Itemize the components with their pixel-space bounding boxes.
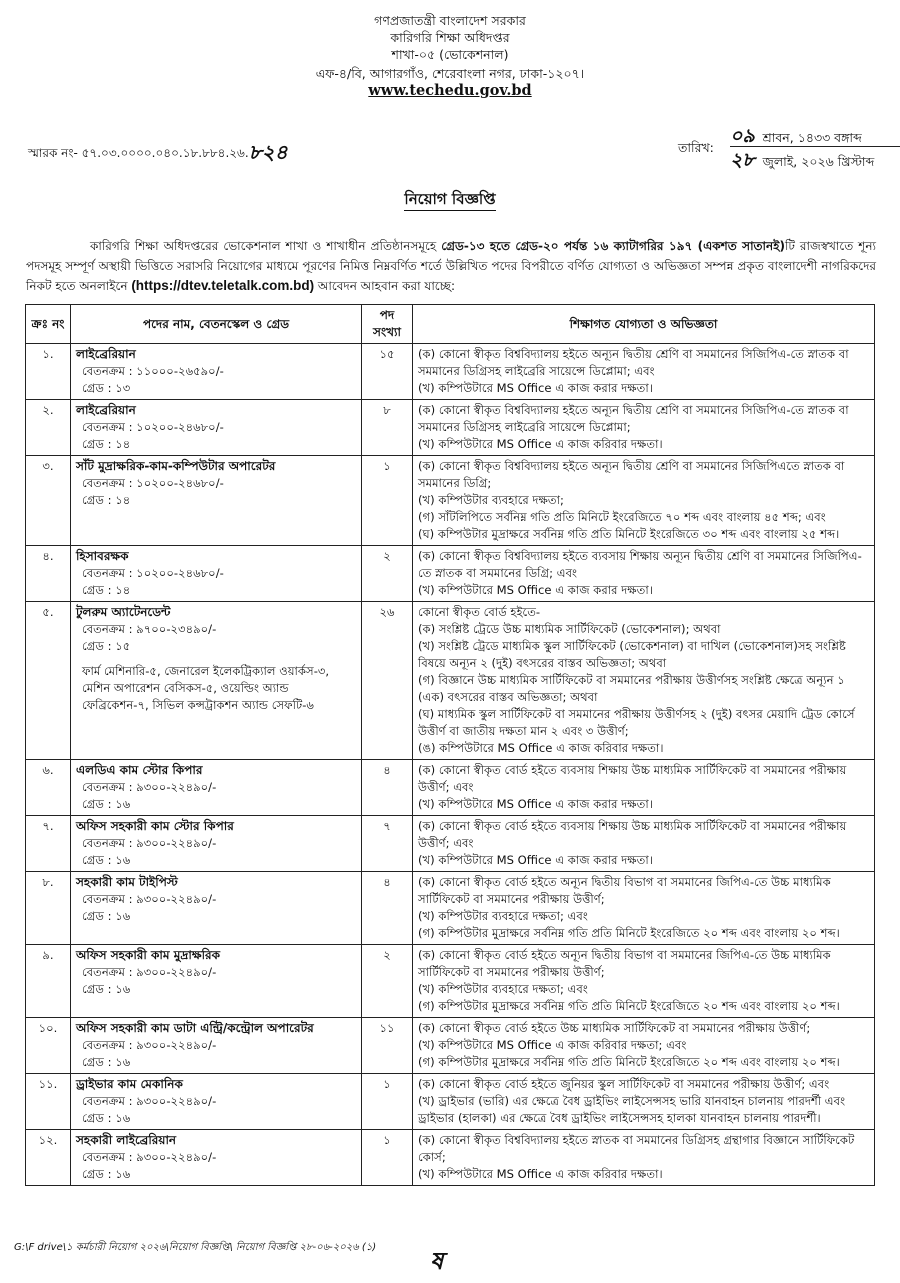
- date-label: তারিখ:: [678, 140, 714, 155]
- post-count: ১১: [362, 1018, 413, 1074]
- grade: গ্রেড : ১৬: [82, 1167, 131, 1181]
- table-row: [26, 872, 875, 945]
- post-name: অফিস সহকারী কাম ডাটা এন্ট্রি/কন্ট্রোল অপারেটর: [76, 1021, 314, 1035]
- post-name: অফিস সহকারী কাম স্টোর কিপার: [76, 819, 234, 833]
- grade: গ্রেড : ১৬: [82, 1111, 131, 1125]
- row-post-info: [71, 602, 362, 760]
- pay-scale: বেতনক্রম : ১০২০০-২৪৬৮০/-: [82, 420, 224, 434]
- qualifications: [413, 945, 875, 1018]
- row-serial: ৩.: [26, 456, 71, 546]
- grade: গ্রেড : ১৪: [82, 583, 131, 597]
- post-count: ২: [362, 546, 413, 602]
- row-serial: ৬.: [26, 760, 71, 816]
- grade: গ্রেড : ১৬: [82, 909, 131, 923]
- grade: গ্রেড : ১৫: [82, 639, 131, 653]
- row-post-info: [71, 400, 362, 456]
- qualification-item: (গ) কম্পিউটার মুদ্রাক্ষরে সর্বনিম্ন গতি প্রতি মিনিটে ইংরেজিতে ২০ শব্দ এবং বাংলায় ২০ শব্দ।: [418, 926, 840, 940]
- post-name: হিসাবরক্ষক: [76, 549, 129, 563]
- table-row: [26, 1130, 875, 1186]
- website-link[interactable]: www.techedu.gov.bd: [368, 82, 532, 99]
- qualification-item: (ক) সংশ্লিষ্ট ট্রেডে উচ্চ মাধ্যমিক সার্টিফিকেট (ভোকেশনাল); অথবা: [418, 622, 721, 636]
- qualification-item: (খ) কম্পিউটারে MS Office এ কাজ করিবার দক্ষতা।: [418, 437, 663, 451]
- header-qualification: শিক্ষাগত যোগ্যতা ও অভিজ্ঞতা: [413, 305, 875, 344]
- post-count: ১: [362, 456, 413, 546]
- qualification-item: (খ) কম্পিউটারে MS Office এ কাজ করার দক্ষতা।: [418, 381, 653, 395]
- pay-scale: বেতনক্রম : ৯৩০০-২২৪৯০/-: [82, 1094, 217, 1108]
- table-row: [26, 1018, 875, 1074]
- row-serial: ৮.: [26, 872, 71, 945]
- row-post-info: [71, 344, 362, 400]
- pay-scale: বেতনক্রম : ১১০০০-২৬৫৯০/-: [82, 364, 224, 378]
- post-count: ১: [362, 1130, 413, 1186]
- grade: গ্রেড : ১৪: [82, 493, 131, 507]
- qualification-item: (খ) সংশ্লিষ্ট ট্রেডে মাধ্যমিক স্কুল সার্টিফিকেট (ভোকেশনাল) বা দাখিল (ভোকেশনাল)সহ সংশ্লিষ্ট বিষয়ে অন্যূন ২ (দুই) বৎসরের বাস্তব অভিজ্ঞতা; অথবা: [418, 639, 846, 670]
- row-serial: ১১.: [26, 1074, 71, 1130]
- grade: গ্রেড : ১৬: [82, 853, 131, 867]
- table-body: [26, 344, 875, 1186]
- grade: গ্রেড : ১৬: [82, 982, 131, 996]
- pay-scale: বেতনক্রম : ৯৭০০-২৩৪৯০/-: [82, 622, 217, 636]
- row-serial: ১২.: [26, 1130, 71, 1186]
- header-serial: ক্রঃ নং: [26, 305, 71, 344]
- pay-scale: বেতনক্রম : ৯৩০০-২২৪৯০/-: [82, 1150, 217, 1164]
- qualification-item: (ক) কোনো স্বীকৃত বিশ্ববিদ্যালয় হইতে অন্যূন দ্বিতীয় শ্রেণি বা সমমানের সিজিপিএতে স্নাতক বা সমমানের ডিগ্রি;: [418, 459, 845, 490]
- table-row: [26, 602, 875, 760]
- gregorian-day-handwritten: ২৮: [730, 149, 755, 171]
- qualifications: [413, 1018, 875, 1074]
- row-serial: ৪.: [26, 546, 71, 602]
- qualification-item: (গ) বিজ্ঞানে উচ্চ মাধ্যমিক সার্টিফিকেট বা সমমানের পরীক্ষায় উত্তীর্ণসহ সংশ্লিষ্ট ক্ষেত্রে অন্যূন ১ (এক) বৎসরের বাস্তব অভিজ্ঞতা; অথবা: [418, 673, 845, 704]
- qualification-item: (খ) ড্রাইভার (ভারি) এর ক্ষেত্রে বৈধ ড্রাইভিং লাইসেন্সসহ ভারি যানবাহন চালনায় পারদর্শী এবং ড্রাইভার (হালকা) এর ক্ষেত্রে বৈধ ড্রাইভিং লাইসেন্সসহ হালকা যানবাহন চালনায় পারদর্শী।: [418, 1094, 846, 1125]
- post-name: অফিস সহকারী কাম মুদ্রাক্ষরিক: [76, 948, 221, 962]
- row-serial: ১০.: [26, 1018, 71, 1074]
- memo-handwritten-number: ৮২৪: [248, 140, 288, 164]
- date-divider: [730, 146, 900, 147]
- file-path-footer: G:\F drive\১ কর্মচারী নিয়োগ ২০২৬\নিয়োগ বিজ্ঞপ্তি\ নিয়োগ বিজ্ঞপ্তি ২৮-০৬-২০২৬ (১): [14, 1242, 377, 1253]
- qualification-item: (খ) কম্পিউটার ব্যবহারে দক্ষতা; এবং: [418, 909, 588, 923]
- row-serial: ২.: [26, 400, 71, 456]
- qualifications: [413, 872, 875, 945]
- row-post-info: [71, 872, 362, 945]
- row-post-info: [71, 760, 362, 816]
- post-name: এলডিএ কাম স্টোর কিপার: [76, 763, 203, 777]
- intro-paragraph: কারিগরি শিক্ষা অধিদপ্তরের ভোকেশনাল শাখা ও শাখাধীন প্রতিষ্ঠানসমূহে গ্রেড-১৩ হতে গ্রেড-২০ পর্যন্ত ১৬ ক্যাটাগরির ১৯৭ (একশত সাতানই)টি রাজস্বখাতে শূন্য পদসমূহ সম্পূর্ণ অস্থায়ী ভিত্তিতে সরাসরি নিয়োগের মাধ্যমে পূরণের নিমিত্ত নিম্নবর্ণিত শর্তে উল্লিখিত পদের বিপরীতে বর্ণিত যোগ্যতা ও অভিজ্ঞতা সম্পন্ন প্রকৃত বাংলাদেশী নাগরিকদের নিকট হতে অনলাইনে (https://dtev.teletalk.com.bd) আবেদন আহবান করা যাচ্ছে:: [26, 239, 876, 293]
- qualification-item: (ক) কোনো স্বীকৃত বিশ্ববিদ্যালয় হইতে অন্যূন দ্বিতীয় শ্রেণি বা সমমানের সিজিপিএ-তে স্নাতক বা সমমানের ডিগ্রিসহ লাইব্রেরি সায়েন্সে ডিপ্লোমা; এবং: [418, 347, 849, 378]
- grade: গ্রেড : ১৬: [82, 1055, 131, 1069]
- qualification-item: (ক) কোনো স্বীকৃত বিশ্ববিদ্যালয় হইতে অন্যূন দ্বিতীয় শ্রেণি বা সমমানের সিজিপিএ-তে স্নাতক বা সমমানের ডিগ্রিসহ লাইব্রেরি সায়েন্সে ডিপ্লোমা;: [418, 403, 849, 434]
- department-name: কারিগরি শিক্ষা অধিদপ্তর: [390, 30, 510, 45]
- grade: গ্রেড : ১৩: [82, 381, 131, 395]
- post-name: ড্রাইভার কাম মেকানিক: [76, 1077, 183, 1091]
- office-address: এফ-৪/বি, আগারগাঁও, শেরেবাংলা নগর, ঢাকা-১২০৭।: [315, 66, 585, 81]
- row-serial: ৫.: [26, 602, 71, 760]
- table-row: [26, 400, 875, 456]
- qualifications: [413, 400, 875, 456]
- post-name: লাইব্রেরিয়ান: [76, 347, 136, 361]
- qualifications: [413, 602, 875, 760]
- pay-scale: বেতনক্রম : ৯৩০০-২২৪৯০/-: [82, 1038, 217, 1052]
- qualification-item: (খ) কম্পিউটারে MS Office এ কাজ করার দক্ষতা।: [418, 583, 653, 597]
- signature: ষ: [430, 1246, 444, 1275]
- post-count: ২: [362, 945, 413, 1018]
- row-post-info: [71, 456, 362, 546]
- pay-scale: বেতনক্রম : ৯৩০০-২২৪৯০/-: [82, 780, 217, 794]
- qualification-item: (ক) কোনো স্বীকৃত বোর্ড হইতে ব্যবসায় শিক্ষায় উচ্চ মাধ্যমিক সার্টিফিকেট বা সমমানের পরীক্ষায় উত্তীর্ণ; এবং: [418, 763, 847, 794]
- qualifications: [413, 1130, 875, 1186]
- qualifications: [413, 760, 875, 816]
- qualifications: [413, 1074, 875, 1130]
- pay-scale: বেতনক্রম : ৯৩০০-২২৪৯০/-: [82, 836, 217, 850]
- qualification-item: (খ) কম্পিউটারে MS Office এ কাজ করিবার দক্ষতা; এবং: [418, 1038, 687, 1052]
- table-row: [26, 945, 875, 1018]
- qualification-item: (গ) কম্পিউটার মুদ্রাক্ষরে সর্বনিম্ন গতি প্রতি মিনিটে ইংরেজিতে ২০ শব্দ এবং বাংলায় ২০ শব্দ।: [418, 1055, 840, 1069]
- pay-scale: বেতনক্রম : ১০২০০-২৪৬৮০/-: [82, 476, 224, 490]
- row-post-info: [71, 1130, 362, 1186]
- table-row: [26, 546, 875, 602]
- table-row: [26, 344, 875, 400]
- qualification-item: (ঙ) কম্পিউটারে MS Office এ কাজ করিবার দক্ষতা।: [418, 741, 664, 755]
- table-row: [26, 456, 875, 546]
- row-post-info: [71, 945, 362, 1018]
- qualification-item: (খ) কম্পিউটার ব্যবহারে দক্ষতা; এবং: [418, 982, 588, 996]
- bengali-date: শ্রাবন, ১৪৩৩ বঙ্গাব্দ: [762, 130, 862, 145]
- post-name: সহকারী কাম টাইপিস্ট: [76, 875, 178, 889]
- row-serial: ১.: [26, 344, 71, 400]
- qualification-item: (ক) কোনো স্বীকৃত বিশ্ববিদ্যালয় হইতে স্নাতক বা সমমানের ডিগ্রিসহ গ্রন্থাগার বিজ্ঞানে সার্টিফিকেট কোর্স;: [418, 1133, 855, 1164]
- post-name: টুলরুম অ্যাটেনডেন্ট: [76, 605, 171, 619]
- row-post-info: [71, 1074, 362, 1130]
- grade-range-highlight: গ্রেড-১৩ হতে গ্রেড-২০ পর্যন্ত ১৬ ক্যাটাগরির ১৯৭ (একশত সাতানই): [441, 239, 785, 253]
- qualification-item: (ঘ) মাধ্যমিক স্কুল সার্টিফিকেট বা সমমানের পরীক্ষায় উত্তীর্ণসহ ২ (দুই) বৎসর মেয়াদি ট্রেড কোর্সে উত্তীর্ণ বা জাতীয় দক্ষতা মান ২ এবং ৩ উত্তীর্ণ;: [418, 707, 855, 738]
- row-serial: ৭.: [26, 816, 71, 872]
- bengali-day-handwritten: ০৯: [730, 125, 755, 147]
- post-trades: ফার্ম মেশিনারি-৫, জেনারেল ইলেকট্রিক্যাল ওয়ার্কস-৩, মেশিন অপারেশন বেসিকস-৫, ওয়েল্ডিং অ্যান্ড ফেব্রিকেশন-৭, সিভিল কন্সট্রাকশন অ্যান্ড সেফটি-৬: [82, 664, 330, 712]
- post-count: ১৫: [362, 344, 413, 400]
- grade: গ্রেড : ১৪: [82, 437, 131, 451]
- memo-number: স্মারক নং- ৫৭.০৩.০০০০.০৪০.১৮.৮৮৪.২৬.৮২৪: [28, 140, 288, 164]
- post-count: ১: [362, 1074, 413, 1130]
- qualifications: [413, 344, 875, 400]
- post-name: লাইব্রেরিয়ান: [76, 403, 136, 417]
- qualifications: [413, 816, 875, 872]
- row-post-info: [71, 816, 362, 872]
- qualification-item: (খ) কম্পিউটারে MS Office এ কাজ করিবার দক্ষতা।: [418, 1167, 663, 1181]
- qualification-item: (ক) কোনো স্বীকৃত বোর্ড হইতে উচ্চ মাধ্যমিক সার্টিফিকেট বা সমমানের পরীক্ষায় উত্তীর্ণ;: [418, 1021, 811, 1035]
- post-count: ৮: [362, 400, 413, 456]
- post-name: সহকারী লাইব্রেরিয়ান: [76, 1133, 177, 1147]
- table-row: [26, 816, 875, 872]
- notice-title: নিয়োগ বিজ্ঞপ্তি: [0, 188, 900, 213]
- qualifications: [413, 546, 875, 602]
- posts-table: [25, 304, 875, 1186]
- header-post-count: পদ সংখ্যা: [362, 305, 413, 344]
- qualification-item: (ক) কোনো স্বীকৃত বোর্ড হইতে ব্যবসায় শিক্ষায় উচ্চ মাধ্যমিক সার্টিফিকেট বা সমমানের পরীক্ষায় উত্তীর্ণ; এবং: [418, 819, 847, 850]
- branch-name: শাখা-০৫ (ভোকেশনাল): [391, 47, 509, 62]
- post-count: ৪: [362, 872, 413, 945]
- row-post-info: [71, 546, 362, 602]
- qualification-item: (ক) কোনো স্বীকৃত বোর্ড হইতে অন্যূন দ্বিতীয় বিভাগ বা সমমানের জিপিএ-তে উচ্চ মাধ্যমিক সার্টিফিকেট বা সমমানের পরীক্ষায় উত্তীর্ণ;: [418, 875, 831, 906]
- header-post-name: পদের নাম, বেতনস্কেল ও গ্রেড: [71, 305, 362, 344]
- qualification-item: (খ) কম্পিউটার ব্যবহারে দক্ষতা;: [418, 493, 564, 507]
- qualification-item: (ক) কোনো স্বীকৃত বিশ্ববিদ্যালয় হইতে ব্যবসায় শিক্ষায় অন্যূন দ্বিতীয় শ্রেণি বা সমমানের সিজিপিএ-তে স্নাতক বা সমমানের ডিগ্রি; এবং: [418, 549, 862, 580]
- pay-scale: বেতনক্রম : ৯৩০০-২২৪৯০/-: [82, 965, 217, 979]
- pay-scale: বেতনক্রম : ১০২০০-২৪৬৮০/-: [82, 566, 224, 580]
- qualification-item: (ক) কোনো স্বীকৃত বোর্ড হইতে অন্যূন দ্বিতীয় বিভাগ বা সমমানের জিপিএ-তে উচ্চ মাধ্যমিক সার্টিফিকেট বা সমমানের পরীক্ষায় উত্তীর্ণ;: [418, 948, 831, 979]
- qualification-item: (ঘ) কম্পিউটার মুদ্রাক্ষরে সর্বনিম্ন গতি প্রতি মিনিটে ইংরেজিতে ৩০ শব্দ এবং বাংলায় ২৫ শব্দ।: [418, 527, 840, 541]
- post-count: ৭: [362, 816, 413, 872]
- post-count: ৪: [362, 760, 413, 816]
- qualification-item: (খ) কম্পিউটারে MS Office এ কাজ করার দক্ষতা।: [418, 853, 653, 867]
- pay-scale: বেতনক্রম : ৯৩০০-২২৪৯০/-: [82, 892, 217, 906]
- qualification-item: (ক) কোনো স্বীকৃত বোর্ড হইতে জুনিয়র স্কুল সার্টিফিকেট বা সমমানের পরীক্ষায় উত্তীর্ণ; এবং: [418, 1077, 830, 1091]
- table-header-row: [26, 305, 875, 344]
- qualifications: [413, 456, 875, 546]
- qualification-item: (গ) সাঁটলিপিতে সর্বনিম্ন গতি প্রতি মিনিটে ইংরেজিতে ৭০ শব্দ এবং বাংলায় ৪৫ শব্দ; এবং: [418, 510, 826, 524]
- govt-name: গণপ্রজাতন্ত্রী বাংলাদেশ সরকার: [374, 13, 526, 28]
- post-count: ২৬: [362, 602, 413, 760]
- post-name: সাঁট মুদ্রাক্ষরিক-কাম-কম্পিউটার অপারেটর: [76, 459, 276, 473]
- office-header: [0, 12, 900, 99]
- table-row: [26, 1074, 875, 1130]
- application-url[interactable]: (https://dtev.teletalk.com.bd): [131, 278, 315, 293]
- gregorian-date: জুলাই, ২০২৬ খ্রিস্টাব্দ: [762, 154, 875, 169]
- qualification-item: (খ) কম্পিউটারে MS Office এ কাজ করার দক্ষতা।: [418, 797, 653, 811]
- qualification-item: (গ) কম্পিউটার মুদ্রাক্ষরে সর্বনিম্ন গতি প্রতি মিনিটে ইংরেজিতে ২০ শব্দ এবং বাংলায় ২০ শব্দ।: [418, 999, 840, 1013]
- grade: গ্রেড : ১৬: [82, 797, 131, 811]
- qualification-item: কোনো স্বীকৃত বোর্ড হইতে-: [418, 605, 541, 619]
- row-post-info: [71, 1018, 362, 1074]
- table-row: [26, 760, 875, 816]
- row-serial: ৯.: [26, 945, 71, 1018]
